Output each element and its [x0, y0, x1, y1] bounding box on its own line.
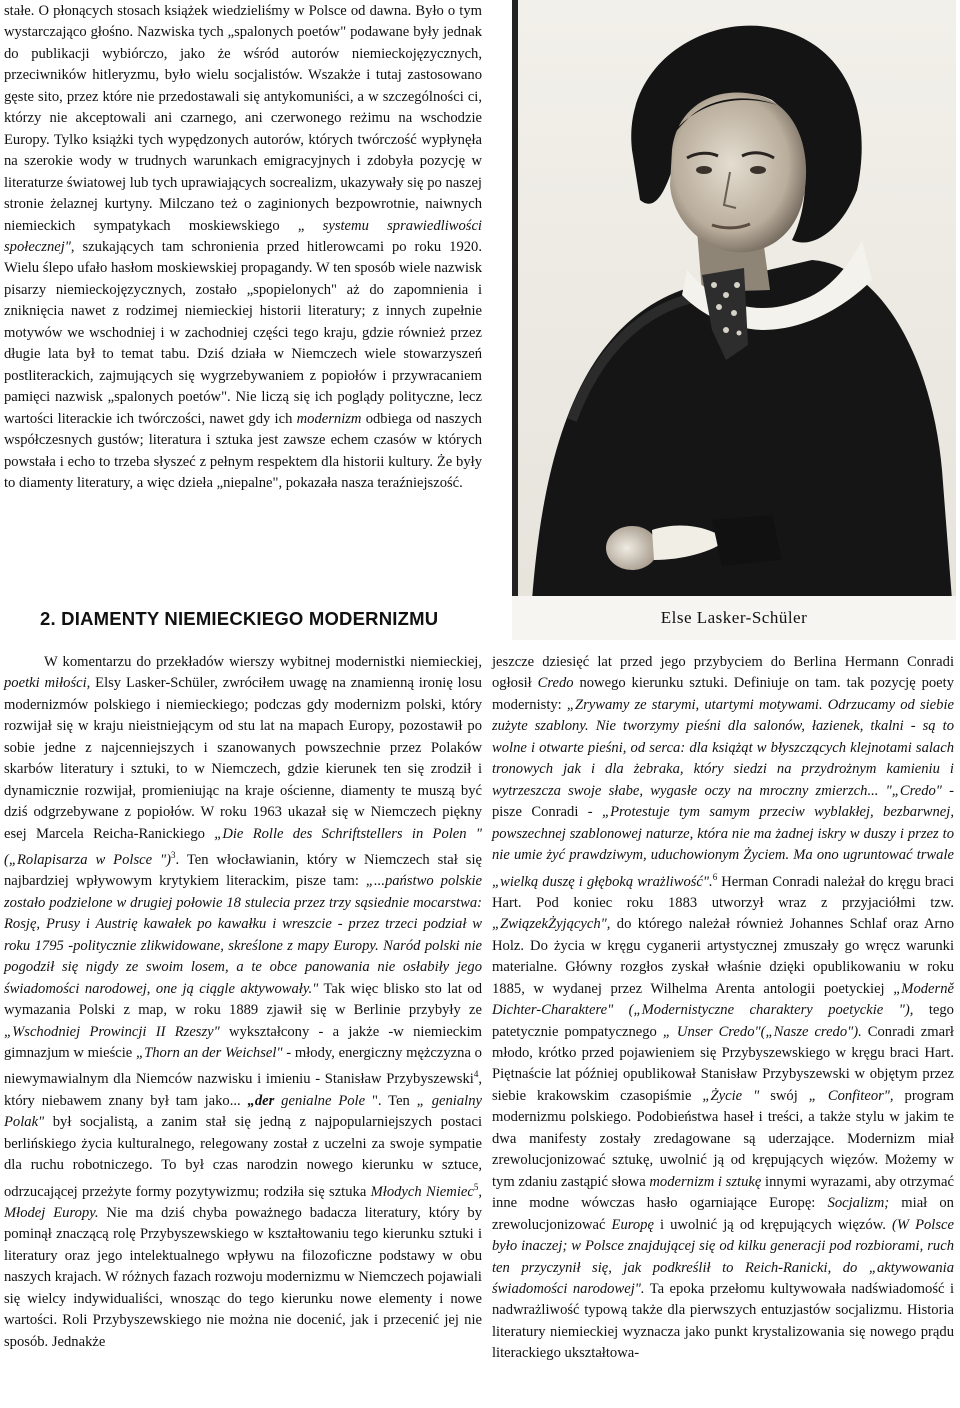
text-run: ". Ten [371, 1092, 417, 1109]
text-run: „der [247, 1092, 275, 1109]
text-run: modernizm i sztukę [649, 1173, 762, 1190]
text-run: poetki miłości, [4, 675, 91, 692]
text-run: „Zrywamy ze starymi, utartymi motywami. Odrzucamy od siebie zużyte szablony. Nie tworzymy pieśni dla salonów, łazienek, tkalni - są to wolne i otwarte pieśni, od serca: dla książąt w błyszczących klejnotami salach tronowych jak i dla żebraka, który siedzi na przydrożnym kamieniu i wytrzeszcza swoje słabe, wygasłe oczy na mroczny zmierzch... "„Credo" - [492, 696, 954, 799]
text-run: miał on zrewolucjonizować [492, 1195, 954, 1233]
text-run: 6 [712, 871, 718, 882]
text-run: Conradi zmarł młodo, krótko przed pojawieniem się Przybyszewskiego w kręgu braci Hart. Piętnaście lat później opublikował Stanisław Przybyszewski w objętym przez siebie krakowskim czasopiśmie [492, 1023, 954, 1104]
text-run: Europę [611, 1216, 654, 1233]
text-run: nowego kierunku sztuki. Definiuje on tam. tak pozycję poety modernisty: [492, 675, 954, 713]
text-run: do którego należał również Johannes Schlaf oraz Arno Holz. Do życia w kręgu cyganerii artystycznej zmuszały go wręcz warunki materialne. Główny rozgłos zyskał właśnie dzięki opublikowaniu w roku 1885, w wydanej przez Wilhelma Arenta antologii poetyckiej [492, 916, 954, 997]
section-body-left [4, 652, 482, 1353]
text-run: - młody, energiczny mężczyzna o niewymawialnym dla Niemców nazwisku i imieniu - Stanisław Przybyszewski [4, 1045, 482, 1088]
text-run: program modernizmu polskiego. Podobieństwa haseł i treści, a także stylu w jakim te dwa manifesty zostały zredagowane są uderzające. Modernizm miał zrewolucjonizować sztukę, uwolnić ją od krępujących więzów. Możemy w tym zdaniu zastąpić słowa [492, 1087, 954, 1190]
text-run: 3 [171, 850, 176, 861]
text-run: innymi wyrazami, aby otrzymać inne modne wówczas hasło ogarniające Europę: [492, 1173, 954, 1212]
text-run: , który niebawem znany był tam jako... [4, 1071, 482, 1109]
text-run: systemu sprawiedliwości społecznej" [4, 217, 482, 255]
text-run: „ZwiązekŻyjących", [492, 916, 611, 933]
text-run: „Die Rolle des Schriftstellers in Polen " („Rolapisarza w Polsce ") [4, 825, 483, 868]
text-run: „Życie " [702, 1087, 760, 1104]
text-run: pisze Conradi - [492, 804, 603, 821]
text-run: odbiega od naszych współczesnych gustów; literatura i sztuka jest zawsze echem czasów w których powstała i echo to trzeba słyszeć z pełnym respektem dla historii kultury. Że były to diamenty literatury, a więc dzieła „niepalne", pokazała nasza teraźniejszość. [4, 410, 482, 491]
portrait-photo [512, 0, 956, 640]
text-run: „Protestuje tym samym przeciw wyblakłej, bezbarwnej, powszechnej szablonowej naturze, która nie ma żadnej iskry w duszy i przez to nie umie żyć prawdziwym, uduchowionym Życiem. Ma ono ugruntować trwale „wielką duszę i głęboką wrażliwość". [492, 804, 954, 890]
section-heading: 2. DIAMENTY NIEMIECKIEGO MODERNIZMU [40, 608, 439, 629]
text-run: i uwolnić ją od krępujących więzów. [653, 1216, 892, 1233]
text-run: Socjalizm; [827, 1195, 890, 1212]
text-run: tego patetycznie pompatycznego [492, 1002, 954, 1040]
text-run: jeszcze dziesięć lat przed jego przybyciem do Berlina Hermann Conradi ogłosił [492, 654, 954, 692]
text-run: , [478, 1183, 482, 1200]
text-run: modernizm [296, 410, 362, 427]
text-run: „ genialny Polak" [4, 1092, 482, 1131]
text-run: „ Unser Credo"(„Nasze credo"). [662, 1023, 862, 1040]
text-run: był socjalistą, a zanim stał się jedną z najpopularniejszych postaci berlińskiego życia kulturalnego, relegowany został z uczelni za swoje sympatie dla ruchu robotniczego. To był czas narodzin nowego kierunku w sztuce, odrzucającej przeżyte formy pozytywizmu; rodziła się sztuka [4, 1114, 482, 1200]
text-run: Elsy Lasker-Schüler, zwróciłem uwagę na znamienną ironię losu modernizmów polskiego i niemieckiego; podczas gdy modernizm polski, który rozwijał się w kraju nieistniejącym od stu lat na mapach Europy, pozostawił po sobie jedne z najcenniejszych i szanowanych powszechnie przez Polaków skarbów literatury i sztuki, to w Niemczech, gdzie kierunek ten się zrodził i dynamicznie rozwijał, promieniując na kraje ościenne, diamenty te muszą być dziś odgrzebywane z popiołów. W roku 1963 ukazał się w Niemczech piękny esej Marcela Reicha-Ranickiego [4, 675, 482, 842]
text-run: „...państwo polskie zostało podzielone w drugiej połowie 18 stulecia przez trzy sąsiednie mocarstwa: Rosję, Prusy i Austrię kawałek po kawałku i wreszcie - przez trzeci podział w roku 1795 -politycznie zlikwidowane, skreślone z mapy Europy. Naród polski nie pogodził się nigdy ze swoim losem, a te obce panowania nie osłabiły jego świadomości narodowej, one ją ciągle aktywowały." [4, 873, 482, 997]
text-run: „ Confiteor", [808, 1087, 894, 1104]
text-run: . Ten włocławianin, który w Niemczech stał się najbardziej wpływowym krytykiem literackim, pisze tam: [4, 851, 483, 890]
text-run: swój [759, 1087, 809, 1104]
text-run: „Moderně Dichter-Charaktere" („Modernistyczne charaktery poetyckie "), [492, 980, 954, 1019]
text-run: „Wschodniej Prowincji II Rzeszy" [4, 1023, 220, 1040]
text-run: (W Polsce było inaczej; w Polsce znajdującej się od kilku generacji pod rozbiorami, ruch ten przyczynił się, jak podkreślił to Reich-Ranicki, do „aktywowania świadomości narodowej". [492, 1216, 954, 1297]
text-run: stałe. O płonących stosach książek wiedzieliśmy w Polsce od dawna. Było o tym wystarczająco głośno. Nazwiska tych „spalonych poetów" podawane były jednak do publikacji wybiórczo, jako że wśród autorów niemieckojęzycznych, przeciwników hitleryzmu, było wielu socjalistów. Wszakże i tutaj zastosowano gęste sito, przez które nie przedostawali się antykomuniści, a w szczególności ci, którzy nie akceptowali ani czarnego, ani czerwonego reżimu na wschodzie Europy. Tylko książki tych wypędzonych autorów, których twórczość wypłynęła na szerokie wody w trudnych warunkach emigracyjnych i zdobyła pozycję w literaturze światowej lub tych uprawiających socrealizm, ukazywały się po naszej stronie żelaznej kurtyny. Milczano też o zaginionych bezpowrotnie, naiwnych niemieckich sympatykach moskiewskiego „ [4, 3, 482, 234]
text-run: „Thorn an der Weichsel" [136, 1045, 283, 1062]
text-run: W komentarzu do przekładów wierszy wybitnej modernistki niemieckiej, [44, 654, 482, 670]
text-run: Młodych Niemiec [370, 1183, 474, 1200]
intro-paragraph [4, 1, 482, 494]
text-run: genialne Pole [274, 1092, 372, 1109]
section-body-right [492, 652, 954, 1365]
text-run: , szukających tam schronienia przed hitlerowcami po roku 1920. Wielu ślepo ufało hasłom moskiewskiej propagandy. W ten sposób wiele nazwisk pisarzy niemieckojęzycznych, zostało „spopielonych" aż do zapomnienia i zniknięcia nawet z rodzimej niemieckiej historii literatury; z innych zupełnie motywów we wschodniej i w zachodniej części tego kraju, gdzie również przez długie lata był to temat tabu. Dziś działa w Niemczech wiele stowarzyszeń postliterackich, zajmujących się wygrzebywaniem z popiołów i przywracaniem pamięci nazwisk „spalonych poetów". Nie liczą się ich poglądy polityczne, lecz wartości literackie ich twórczości, nawet gdy ich [4, 238, 482, 427]
text-run: Tak więc blisko sto lat od wymazania Polski z map, w roku 1889 zjawił się w Berlinie przybyły ze [4, 980, 482, 1019]
text-run: Credo [537, 675, 574, 692]
text-run: 4 [473, 1069, 479, 1080]
text-run: Młodej Europy. [4, 1204, 99, 1221]
text-run: Herman Conradi należał do kręgu braci Hart. Pod koniec roku 1883 utworzył wraz z przyjaciółmi tzw. [492, 873, 954, 911]
text-run: Nie ma dziś chyba poważnego badacza literatury, który by pominął znaczącą rolę Przybyszewskiego w kształtowaniu tego kierunku sztuki i literatury oraz jego intelektualnego wpływu na filozoficzne podstawy w obu naszych krajach. W różnych fazach rozwoju modernizmu w Niemczech pojawiali się wielcy indywidualiści, wnosząc do tego kierunku nowe elementy i nowe wartości. Roli Przybyszewskiego nie można nie docenić, jak i przecenić jej nie sposób. Jednakże [4, 1204, 482, 1350]
photo-caption: Else Lasker-Schüler [660, 608, 808, 627]
text-run: Ta epoka przełomu kultywowała nadświadomość i nadwrażliwość typową także dla pierwszych entuzjastów socjalizmu. Historia literatury niemieckiej wyznacza jako punkt krystalizowania się nowego prądu literackiego ukształtowa- [492, 1281, 954, 1362]
text-run: wykształcony - a jakże -w niemieckim gimnazjum w mieście [4, 1023, 482, 1062]
text-run: 5 [473, 1181, 479, 1192]
portrait-illustration [512, 0, 956, 640]
